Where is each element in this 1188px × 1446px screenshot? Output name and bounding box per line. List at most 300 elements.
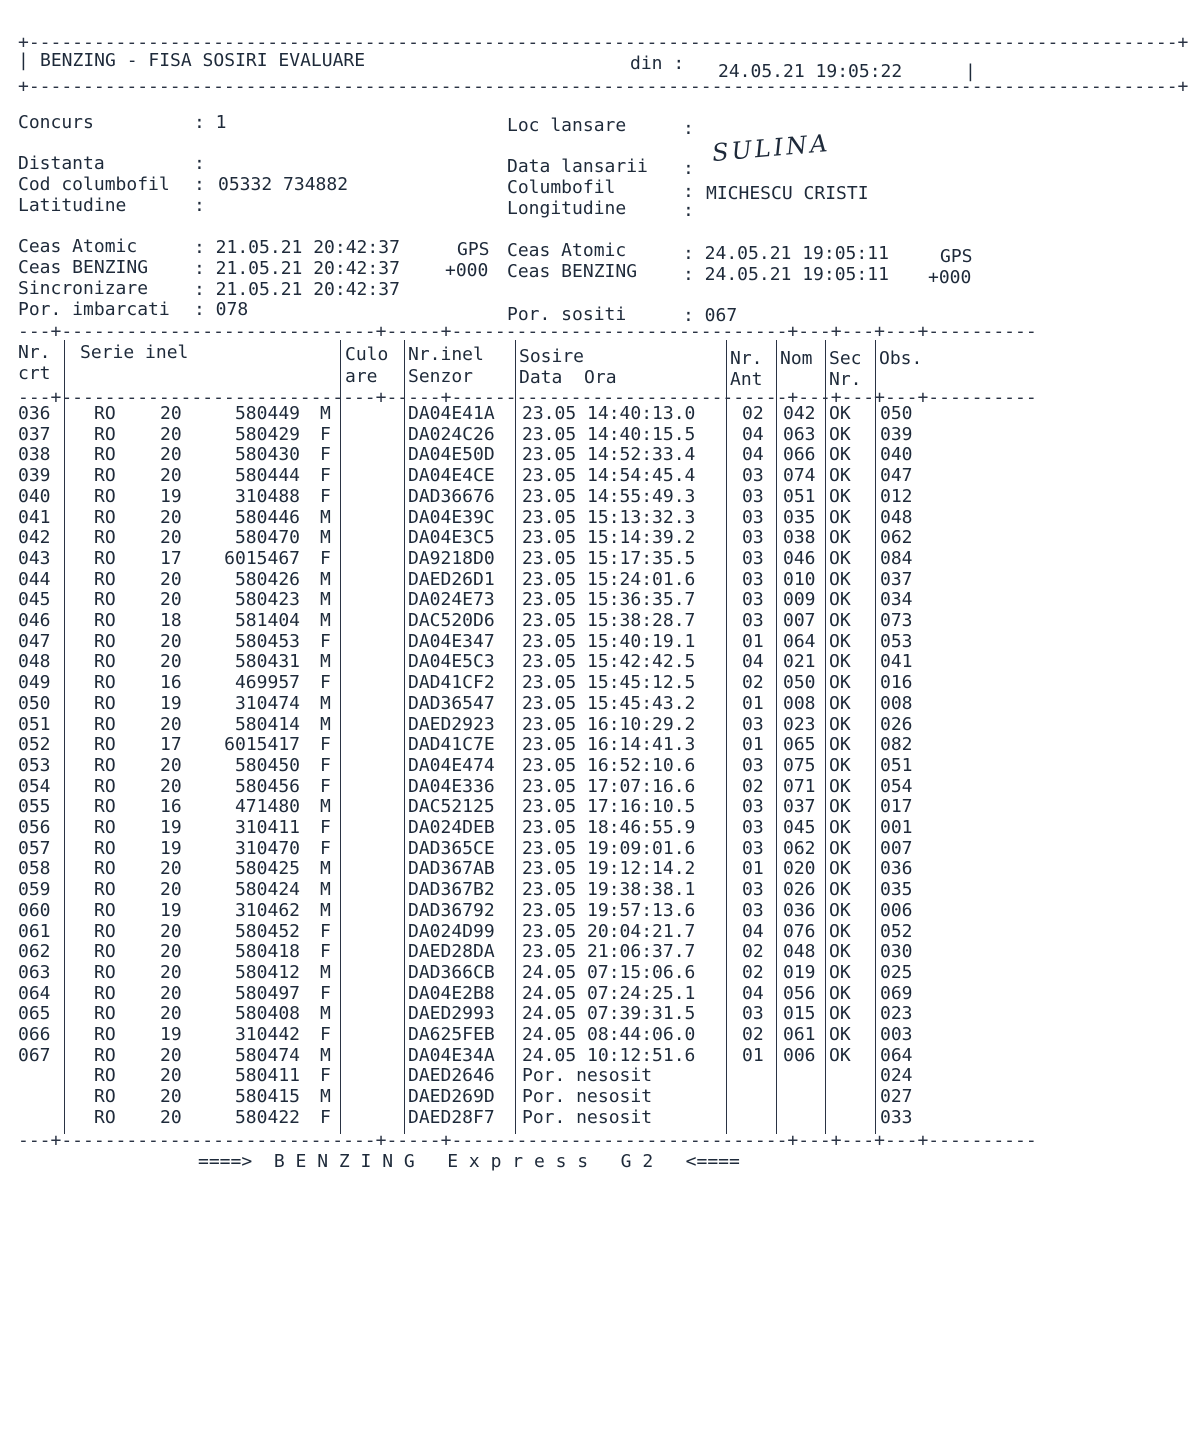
row-ant: 03: [742, 485, 764, 507]
row-sex: M: [320, 527, 331, 549]
row-tara: RO: [94, 651, 116, 673]
row-ant: 04: [742, 651, 764, 673]
row-ant: 04: [742, 982, 764, 1004]
row-an: 20: [160, 754, 182, 776]
row-nr: 065: [18, 1003, 51, 1025]
row-nom: 035: [783, 506, 816, 528]
row-ant: 01: [742, 858, 764, 880]
row-sosire: Por. nesosit: [522, 1065, 653, 1087]
row-sex: F: [320, 423, 331, 445]
row-ant: 03: [742, 506, 764, 528]
row-inel: 310474: [234, 692, 300, 714]
row-obs: 062: [880, 527, 913, 549]
row-nr: 044: [18, 568, 51, 590]
th-sec-2: Nr.: [829, 369, 862, 390]
row-nom: 010: [783, 568, 816, 590]
row-senzor: DA625FEB: [408, 1024, 495, 1045]
th-culo-2: are: [345, 366, 378, 387]
row-inel: 6015467: [224, 547, 300, 569]
clock-right-benzing-label: Ceas BENZING: [507, 261, 638, 282]
row-ant: 03: [742, 879, 764, 901]
row-inel: 580426: [234, 568, 300, 590]
row-ant: 03: [742, 754, 764, 776]
row-sec: OK: [829, 444, 851, 466]
row-senzor: DA04E474: [408, 754, 495, 776]
row-sex: F: [320, 547, 331, 569]
info-latitudine-label: Latitudine: [18, 195, 127, 216]
row-sec: OK: [829, 961, 851, 983]
clock-sync-label: Sincronizare: [18, 278, 149, 299]
row-obs: 048: [880, 506, 913, 528]
row-inel: 580456: [234, 775, 300, 797]
row-tara: RO: [94, 982, 116, 1004]
row-sosire: 23.05 14:40:13.0: [522, 403, 696, 424]
row-sec: OK: [829, 920, 851, 942]
row-sosire: 23.05 14:54:45.4: [522, 465, 696, 487]
row-sec: OK: [829, 796, 851, 818]
info-cod-sep: :: [194, 174, 205, 195]
row-sex: M: [320, 713, 331, 735]
info-cod-label: Cod columbofil: [18, 174, 170, 195]
row-ant: 03: [742, 568, 764, 590]
header-left-bar: |: [18, 50, 29, 71]
col-divider-sec: [875, 340, 876, 1134]
col-divider-sosire: [726, 340, 727, 1134]
col-divider-culo: [404, 340, 405, 1134]
row-nom: 051: [783, 485, 816, 507]
row-inel: 310470: [234, 837, 300, 859]
th-obs: Obs.: [879, 348, 923, 369]
row-nom: 020: [783, 858, 816, 880]
row-an: 20: [160, 961, 182, 983]
row-sosire: 23.05 15:38:28.7: [522, 610, 696, 631]
row-nom: 071: [783, 775, 816, 797]
row-sosire: 24.05 10:12:51.6: [522, 1044, 696, 1066]
row-tara: RO: [94, 610, 116, 631]
row-senzor: DAED26D1: [408, 568, 495, 590]
din-value: 24.05.21 19:05:22: [718, 61, 903, 82]
row-nom: 023: [783, 713, 816, 735]
row-senzor: DA04E34A: [408, 1044, 495, 1066]
row-sex: F: [320, 672, 331, 694]
row-nom: 064: [783, 630, 816, 652]
col-divider-serie: [340, 340, 341, 1134]
row-sex: M: [320, 1044, 331, 1066]
row-senzor: DAD41C7E: [408, 734, 495, 756]
row-sosire: 23.05 15:17:35.5: [522, 547, 696, 569]
row-inel: 580411: [234, 1065, 300, 1087]
row-an: 18: [160, 610, 182, 631]
row-senzor: DA04E336: [408, 775, 495, 797]
row-tara: RO: [94, 506, 116, 528]
row-inel: 580444: [234, 465, 300, 487]
row-obs: 054: [880, 775, 913, 797]
row-nr: 062: [18, 941, 51, 963]
header-right-bar: |: [965, 61, 976, 82]
row-inel: 580408: [234, 1003, 300, 1025]
row-inel: 310411: [234, 817, 300, 838]
row-nom: 019: [783, 961, 816, 983]
th-sec-1: Sec: [829, 348, 862, 369]
row-nr: 038: [18, 444, 51, 466]
clock-left-atomic-label: Ceas Atomic: [18, 236, 138, 257]
row-tara: RO: [94, 672, 116, 694]
th-ant-2: Ant: [730, 369, 763, 390]
row-senzor: DAED269D: [408, 1086, 495, 1108]
row-sex: F: [320, 734, 331, 756]
row-nom: 008: [783, 692, 816, 714]
th-inel-1: Nr.inel: [408, 344, 484, 365]
row-obs: 024: [880, 1065, 913, 1087]
row-sex: M: [320, 899, 331, 921]
row-sosire: 23.05 19:12:14.2: [522, 858, 696, 880]
row-sosire: 23.05 17:07:16.6: [522, 775, 696, 797]
row-sosire: 23.05 19:57:13.6: [522, 899, 696, 921]
handwritten-loc: SULINA: [711, 128, 832, 168]
row-sec: OK: [829, 589, 851, 611]
row-ant: 02: [742, 1024, 764, 1045]
row-an: 16: [160, 672, 182, 694]
row-nr: 056: [18, 817, 51, 838]
row-tara: RO: [94, 403, 116, 424]
row-senzor: DAED2646: [408, 1065, 495, 1087]
th-culo-1: Culo: [345, 344, 389, 365]
row-nr: 064: [18, 982, 51, 1004]
row-nr: 063: [18, 961, 51, 983]
row-sec: OK: [829, 506, 851, 528]
row-nom: 075: [783, 754, 816, 776]
row-sex: M: [320, 568, 331, 590]
row-inel: 580418: [234, 941, 300, 963]
row-an: 20: [160, 527, 182, 549]
row-sec: OK: [829, 547, 851, 569]
row-an: 20: [160, 444, 182, 466]
row-inel: 471480: [234, 796, 300, 818]
row-tara: RO: [94, 879, 116, 901]
row-obs: 027: [880, 1086, 913, 1108]
row-an: 20: [160, 651, 182, 673]
row-sex: F: [320, 1106, 331, 1128]
row-ant: 03: [742, 1003, 764, 1025]
row-nom: 056: [783, 982, 816, 1004]
row-nr: 045: [18, 589, 51, 611]
row-ant: 02: [742, 961, 764, 983]
row-sosire: 23.05 18:46:55.9: [522, 817, 696, 838]
info-data-sep: :: [683, 158, 694, 179]
row-sec: OK: [829, 817, 851, 838]
row-senzor: DA04E41A: [408, 403, 495, 424]
row-sosire: 23.05 16:52:10.6: [522, 754, 696, 776]
row-inel: 310462: [234, 899, 300, 921]
row-nom: 045: [783, 817, 816, 838]
row-inel: 580414: [234, 713, 300, 735]
info-distanta-sep: :: [194, 153, 205, 174]
row-sec: OK: [829, 899, 851, 921]
th-inel-2: Senzor: [408, 366, 474, 387]
row-tara: RO: [94, 485, 116, 507]
row-senzor: DA024D99: [408, 920, 495, 942]
row-senzor: DAC52125: [408, 796, 495, 818]
row-sosire: 23.05 14:52:33.4: [522, 444, 696, 466]
row-inel: 580452: [234, 920, 300, 942]
row-an: 20: [160, 941, 182, 963]
clock-right-atomic-label: Ceas Atomic: [507, 240, 627, 261]
row-tara: RO: [94, 547, 116, 569]
clock-right-benzing-value: : 24.05.21 19:05:11: [683, 264, 889, 285]
row-tara: RO: [94, 1086, 116, 1108]
row-obs: 036: [880, 858, 913, 880]
row-senzor: DA04E39C: [408, 506, 495, 528]
row-nom: 021: [783, 651, 816, 673]
row-nr: 036: [18, 403, 51, 424]
row-nom: 007: [783, 610, 816, 631]
row-sosire: Por. nesosit: [522, 1106, 653, 1128]
row-nom: 050: [783, 672, 816, 694]
row-sex: M: [320, 610, 331, 631]
row-obs: 034: [880, 589, 913, 611]
row-nom: 036: [783, 899, 816, 921]
row-sex: F: [320, 465, 331, 487]
row-obs: 039: [880, 423, 913, 445]
info-columbofil-sep: :: [683, 181, 694, 202]
col-divider-nom: [825, 340, 826, 1134]
row-obs: 052: [880, 920, 913, 942]
row-tara: RO: [94, 858, 116, 880]
row-inel: 580497: [234, 982, 300, 1004]
row-senzor: DA024E73: [408, 589, 495, 611]
row-sec: OK: [829, 1003, 851, 1025]
row-ant: 03: [742, 547, 764, 569]
row-obs: 064: [880, 1044, 913, 1066]
row-inel: 580449: [234, 403, 300, 424]
row-tara: RO: [94, 527, 116, 549]
row-obs: 037: [880, 568, 913, 590]
row-an: 19: [160, 1024, 182, 1045]
row-nom: 046: [783, 547, 816, 569]
row-ant: 04: [742, 423, 764, 445]
clock-left-benzing-value: : 21.05.21 20:42:37: [194, 258, 400, 279]
row-ant: 02: [742, 403, 764, 424]
row-tara: RO: [94, 1044, 116, 1066]
table-header-rule: ---+-----------------------------+-----+-------------------------------+---+---+---+----------: [18, 387, 1037, 408]
row-sex: F: [320, 754, 331, 776]
row-sec: OK: [829, 754, 851, 776]
row-senzor: DA04E2B8: [408, 982, 495, 1004]
row-senzor: DA04E347: [408, 630, 495, 652]
row-sosire: 23.05 20:04:21.7: [522, 920, 696, 942]
row-tara: RO: [94, 630, 116, 652]
row-ant: 03: [742, 796, 764, 818]
row-sosire: 23.05 21:06:37.7: [522, 941, 696, 963]
row-inel: 580470: [234, 527, 300, 549]
row-ant: 03: [742, 527, 764, 549]
row-an: 20: [160, 423, 182, 445]
row-nom: 065: [783, 734, 816, 756]
info-columbofil-label: Columbofil: [507, 177, 616, 198]
row-an: 20: [160, 858, 182, 880]
row-sec: OK: [829, 527, 851, 549]
row-inel: 581404: [234, 610, 300, 631]
row-an: 20: [160, 879, 182, 901]
row-sec: OK: [829, 941, 851, 963]
row-nr: 059: [18, 879, 51, 901]
row-sex: M: [320, 961, 331, 983]
info-latitudine-sep: :: [194, 195, 205, 216]
row-nr: 047: [18, 630, 51, 652]
clock-left-atomic-extra: GPS: [457, 239, 490, 260]
row-obs: 007: [880, 837, 913, 859]
row-sex: M: [320, 589, 331, 611]
row-sec: OK: [829, 775, 851, 797]
row-an: 19: [160, 692, 182, 714]
row-sex: F: [320, 630, 331, 652]
clock-right-atomic-value: : 24.05.21 19:05:11: [683, 243, 889, 264]
row-tara: RO: [94, 817, 116, 838]
row-sosire: 23.05 15:13:32.3: [522, 506, 696, 528]
row-sosire: 23.05 14:40:15.5: [522, 423, 696, 445]
row-sosire: 23.05 16:10:29.2: [522, 713, 696, 735]
row-sosire: 23.05 15:40:19.1: [522, 630, 696, 652]
row-sosire: 23.05 15:14:39.2: [522, 527, 696, 549]
row-nr: 058: [18, 858, 51, 880]
row-obs: 050: [880, 403, 913, 424]
row-nom: 026: [783, 879, 816, 901]
row-sex: M: [320, 1086, 331, 1108]
row-inel: 580446: [234, 506, 300, 528]
row-inel: 580430: [234, 444, 300, 466]
row-sosire: 24.05 07:24:25.1: [522, 982, 696, 1004]
row-ant: 03: [742, 589, 764, 611]
row-nr: 042: [18, 527, 51, 549]
row-tara: RO: [94, 899, 116, 921]
th-ant-1: Nr.: [730, 348, 763, 369]
row-nr: 053: [18, 754, 51, 776]
row-sex: F: [320, 775, 331, 797]
row-an: 20: [160, 1106, 182, 1128]
info-longitudine-sep: :: [683, 200, 694, 221]
row-nr: 052: [18, 734, 51, 756]
row-senzor: DAD36676: [408, 485, 495, 507]
col-divider-ant: [776, 340, 777, 1134]
row-obs: 073: [880, 610, 913, 631]
row-sex: F: [320, 817, 331, 838]
row-sec: OK: [829, 672, 851, 694]
row-nom: 048: [783, 941, 816, 963]
row-nr: 066: [18, 1024, 51, 1045]
row-inel: 580422: [234, 1106, 300, 1128]
row-ant: 03: [742, 465, 764, 487]
row-sex: M: [320, 879, 331, 901]
row-sec: OK: [829, 403, 851, 424]
row-ant: 01: [742, 734, 764, 756]
row-nr: 037: [18, 423, 51, 445]
row-sex: F: [320, 485, 331, 507]
row-obs: 069: [880, 982, 913, 1004]
row-nr: 050: [18, 692, 51, 714]
row-sex: F: [320, 1024, 331, 1045]
row-tara: RO: [94, 423, 116, 445]
row-obs: 035: [880, 879, 913, 901]
row-obs: 008: [880, 692, 913, 714]
row-sec: OK: [829, 630, 851, 652]
row-tara: RO: [94, 961, 116, 983]
row-sec: OK: [829, 465, 851, 487]
row-nr: 039: [18, 465, 51, 487]
row-obs: 016: [880, 672, 913, 694]
row-sosire: 23.05 15:36:35.7: [522, 589, 696, 611]
document-title: BENZING - FISA SOSIRI EVALUARE: [40, 50, 366, 71]
row-senzor: DAD36547: [408, 692, 495, 714]
th-nr-2: crt: [18, 363, 51, 384]
row-sosire: 23.05 15:24:01.6: [522, 568, 696, 590]
clock-left-benzing-label: Ceas BENZING: [18, 257, 149, 278]
row-ant: 03: [742, 713, 764, 735]
row-nr: 041: [18, 506, 51, 528]
row-obs: 082: [880, 734, 913, 756]
row-obs: 006: [880, 899, 913, 921]
row-senzor: DAED28F7: [408, 1106, 495, 1128]
row-senzor: DAD367AB: [408, 858, 495, 880]
row-nr: 061: [18, 920, 51, 942]
row-inel: 580415: [234, 1086, 300, 1108]
row-an: 20: [160, 1086, 182, 1108]
row-obs: 003: [880, 1024, 913, 1045]
row-ant: 04: [742, 444, 764, 466]
row-nr: 043: [18, 547, 51, 569]
row-tara: RO: [94, 1003, 116, 1025]
row-an: 17: [160, 547, 182, 569]
row-tara: RO: [94, 444, 116, 466]
row-senzor: DA9218D0: [408, 547, 495, 569]
row-sosire: 23.05 15:45:43.2: [522, 692, 696, 714]
row-sosire: 23.05 17:16:10.5: [522, 796, 696, 818]
row-nr: 060: [18, 899, 51, 921]
row-an: 19: [160, 837, 182, 859]
row-sex: M: [320, 796, 331, 818]
row-tara: RO: [94, 941, 116, 963]
row-nom: 006: [783, 1044, 816, 1066]
row-ant: 03: [742, 610, 764, 631]
row-obs: 030: [880, 941, 913, 963]
row-sec: OK: [829, 610, 851, 631]
row-inel: 580450: [234, 754, 300, 776]
row-senzor: DA04E3C5: [408, 527, 495, 549]
row-ant: 01: [742, 692, 764, 714]
row-tara: RO: [94, 920, 116, 942]
header-bottom-border: +----------------------------------------------------------------------------------------------------------+: [18, 76, 1188, 97]
row-senzor: DA04E4CE: [408, 465, 495, 487]
row-sec: OK: [829, 692, 851, 714]
row-nom: 062: [783, 837, 816, 859]
row-tara: RO: [94, 837, 116, 859]
row-sec: OK: [829, 713, 851, 735]
row-sec: OK: [829, 734, 851, 756]
row-obs: 053: [880, 630, 913, 652]
row-obs: 041: [880, 651, 913, 673]
row-sex: M: [320, 506, 331, 528]
col-divider-nr: [64, 340, 65, 1134]
row-inel: 580425: [234, 858, 300, 880]
row-tara: RO: [94, 734, 116, 756]
row-inel: 580474: [234, 1044, 300, 1066]
row-tara: RO: [94, 1024, 116, 1045]
row-an: 20: [160, 506, 182, 528]
row-an: 20: [160, 713, 182, 735]
row-senzor: DAED28DA: [408, 941, 495, 963]
row-an: 20: [160, 630, 182, 652]
row-senzor: DA024C26: [408, 423, 495, 445]
row-an: 20: [160, 465, 182, 487]
